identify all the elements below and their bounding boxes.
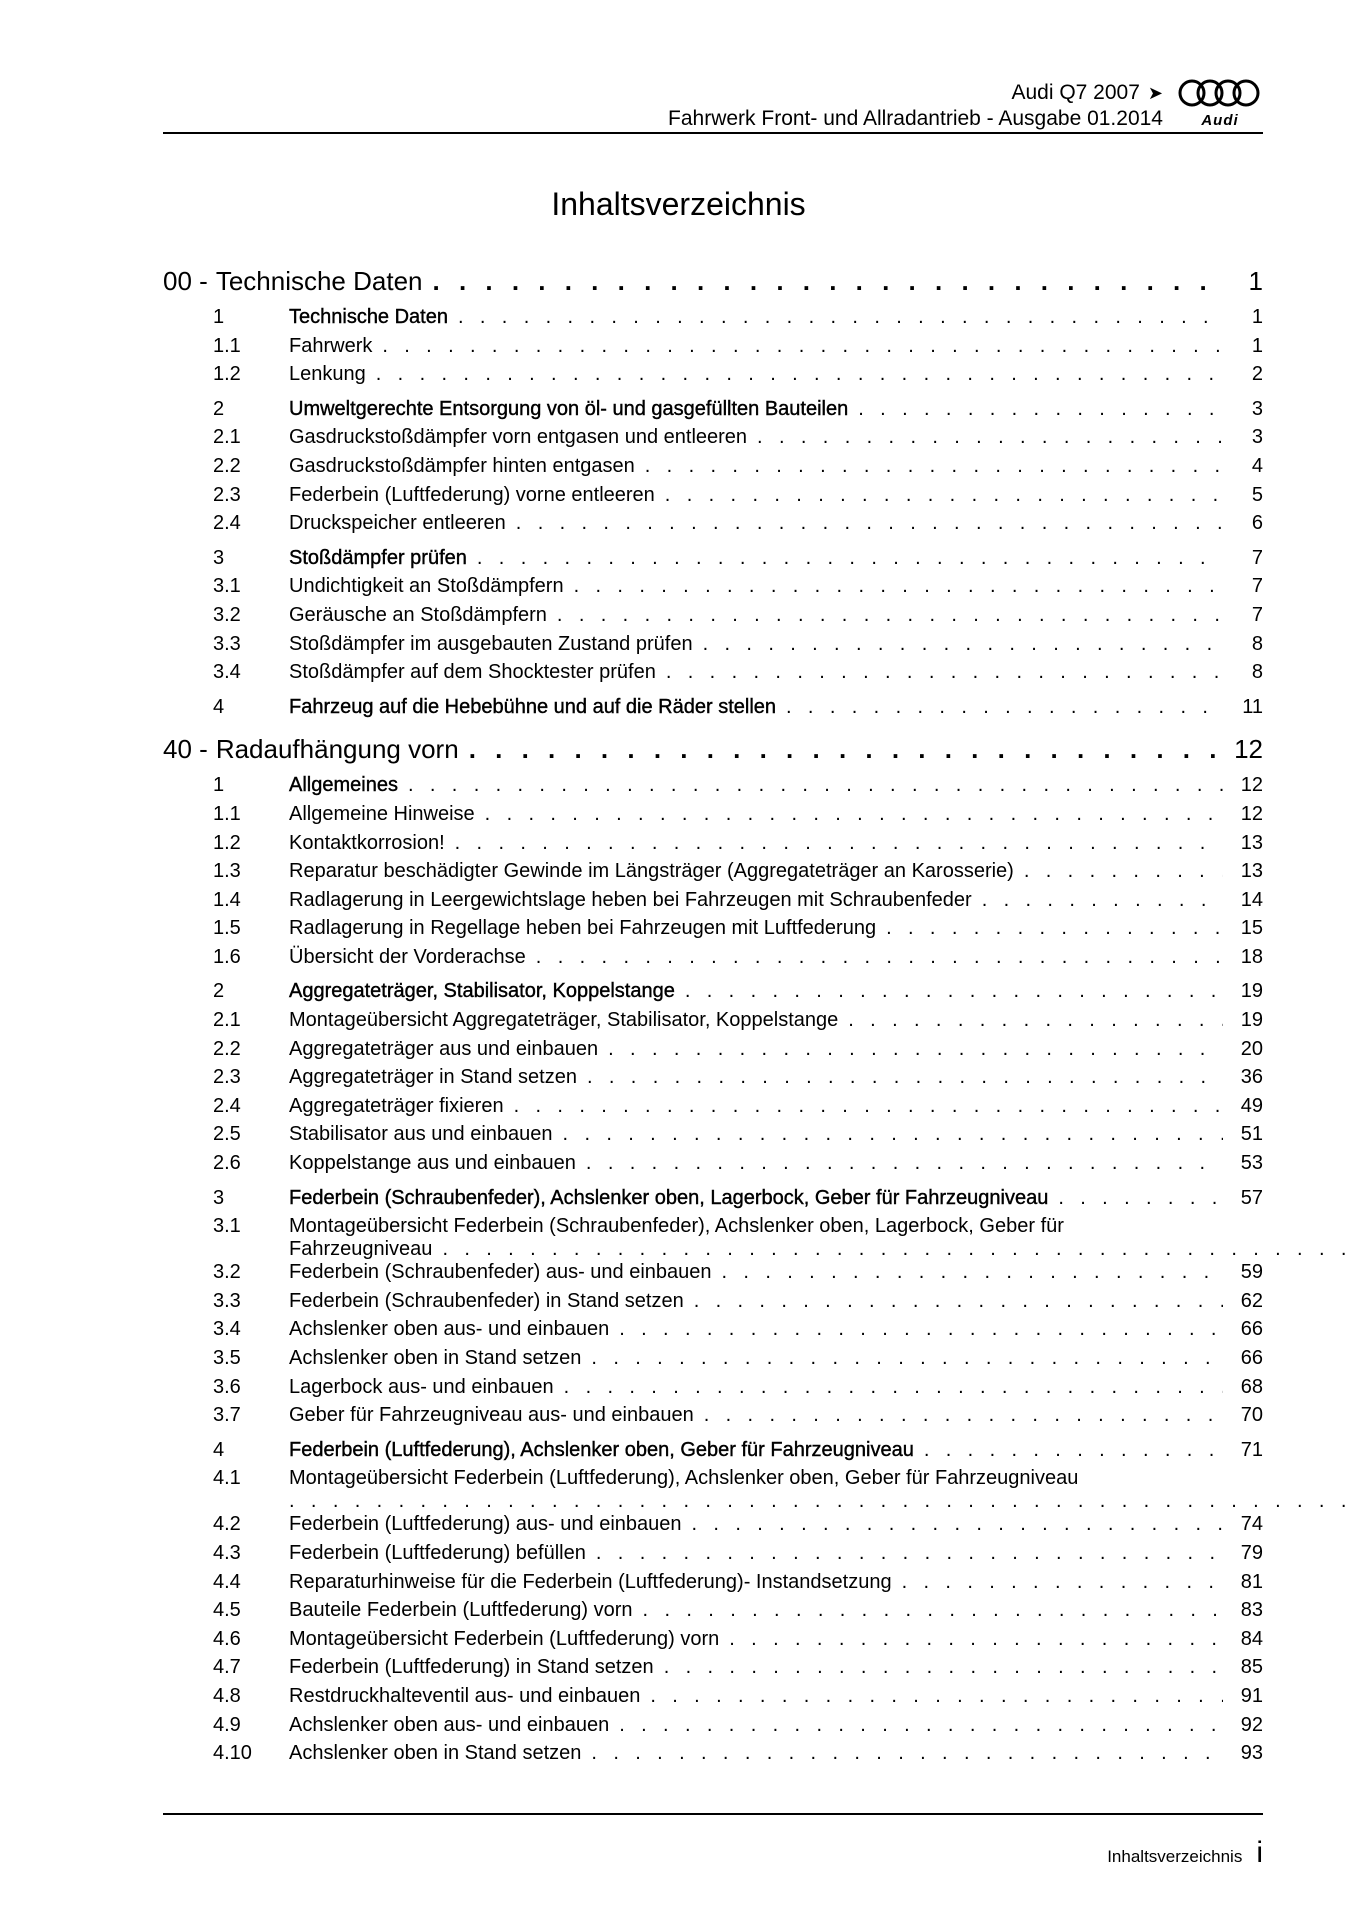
toc-entry-title: Montageübersicht Federbein (Luftfederung), Achslenker oben, Geber für Fahrzeugniveau bbox=[289, 1467, 1079, 1490]
toc-entry-page: 49 bbox=[1240, 1094, 1263, 1117]
toc-entry-number: 3 bbox=[213, 546, 225, 569]
toc-entry-title: Reparatur beschädigter Gewinde im Längsträger (Aggregateträger an Karosserie) bbox=[289, 860, 1014, 883]
toc-entry-number: 1.6 bbox=[213, 945, 241, 968]
toc-entry-number: 3.2 bbox=[213, 603, 241, 626]
toc-entry-page: 68 bbox=[1240, 1375, 1263, 1398]
toc-entry-page: 8 bbox=[1251, 632, 1263, 655]
toc-entry-title: Kontaktkorrosion! bbox=[289, 831, 445, 854]
toc-leader-dots bbox=[643, 1599, 1223, 1622]
toc-subsection[interactable] bbox=[163, 1290, 1263, 1319]
toc-section[interactable] bbox=[163, 1439, 1263, 1468]
toc-leader-dots bbox=[924, 1439, 1223, 1462]
toc-leader-dots bbox=[848, 1009, 1223, 1032]
toc-subsection[interactable] bbox=[163, 604, 1263, 633]
toc-subsection[interactable] bbox=[163, 484, 1263, 513]
toc-leader-dots bbox=[591, 1742, 1223, 1765]
toc-entry-page: 62 bbox=[1240, 1289, 1263, 1312]
toc-leader-dots bbox=[1058, 1187, 1223, 1210]
toc-entry-number: 3.3 bbox=[213, 1289, 241, 1312]
toc-leader-dots bbox=[722, 1261, 1223, 1284]
toc-entry-number: 4.3 bbox=[213, 1541, 241, 1564]
toc-entry-title: Achslenker oben aus- und einbauen bbox=[289, 1318, 610, 1341]
toc-entry-page: 5 bbox=[1251, 483, 1263, 506]
toc-entry-number: 3.4 bbox=[213, 1318, 241, 1341]
footer-divider bbox=[163, 1813, 1263, 1815]
toc-entry-title: Aggregateträger in Stand setzen bbox=[289, 1066, 577, 1089]
toc-entry-body bbox=[289, 1467, 1357, 1513]
toc-entry-page: 66 bbox=[1240, 1347, 1263, 1369]
toc-entry-number: 4.2 bbox=[213, 1513, 241, 1536]
toc-entry-page: 92 bbox=[1240, 1713, 1263, 1736]
toc-entry-number: 4.7 bbox=[213, 1656, 241, 1679]
toc-chapter[interactable] bbox=[163, 266, 1263, 306]
page-footer bbox=[1107, 1836, 1263, 1870]
toc-entry-number: 4.10 bbox=[213, 1742, 252, 1765]
toc-entry-title: Restdruckhalteventil aus- und einbauen bbox=[289, 1684, 641, 1707]
toc-entry-number: 4.4 bbox=[213, 1570, 241, 1593]
toc-leader-dots bbox=[664, 1656, 1223, 1679]
toc-leader-dots bbox=[382, 335, 1223, 358]
toc-entry-page: 13 bbox=[1240, 860, 1263, 883]
toc-subsection[interactable] bbox=[163, 661, 1263, 690]
toc-leader-dots bbox=[650, 1685, 1223, 1708]
toc-leader-dots bbox=[557, 604, 1223, 627]
toc-entry-number: 2.2 bbox=[213, 454, 241, 477]
toc-entry-number: 2 bbox=[213, 980, 225, 1003]
toc-subsection[interactable] bbox=[163, 917, 1263, 946]
toc-entry-title: Stoßdämpfer im ausgebauten Zustand prüfen bbox=[289, 632, 693, 655]
toc-entry-page: 8 bbox=[1251, 661, 1263, 684]
page-title: Inhaltsverzeichnis bbox=[551, 186, 806, 222]
toc-entry-title: Druckspeicher entleeren bbox=[289, 512, 506, 535]
toc-leader-dots bbox=[591, 1347, 1223, 1370]
toc-entry-page: 20 bbox=[1240, 1037, 1263, 1060]
toc-entry-title: Montageübersicht Federbein (Schraubenfeder), Achslenker oben, Lagerbock, Geber für bbox=[289, 1215, 1064, 1238]
toc-entry-title: Koppelstange aus und einbauen bbox=[289, 1152, 576, 1175]
toc-subsection[interactable] bbox=[163, 803, 1263, 832]
toc-section[interactable] bbox=[163, 306, 1263, 335]
toc-section[interactable] bbox=[163, 398, 1263, 427]
toc-entry-page: 79 bbox=[1240, 1541, 1263, 1564]
toc-entry-title: Undichtigkeit an Stoßdämpfern bbox=[289, 575, 564, 598]
toc-entry-page: 7 bbox=[1251, 575, 1263, 598]
toc-leader-dots bbox=[455, 832, 1223, 855]
toc-subsection[interactable] bbox=[163, 1599, 1263, 1628]
toc-entry-number: 2.3 bbox=[213, 483, 241, 506]
toc-entry-number: 3.2 bbox=[213, 1261, 241, 1284]
toc-subsection[interactable] bbox=[163, 512, 1263, 541]
toc-subsection[interactable] bbox=[163, 1318, 1263, 1347]
toc-leader-dots bbox=[587, 1066, 1223, 1089]
toc-entry-number: 1.1 bbox=[213, 334, 241, 357]
toc-leader-dots bbox=[564, 1376, 1223, 1399]
toc-subsection[interactable] bbox=[163, 1066, 1263, 1095]
toc-entry-title: Achslenker oben aus- und einbauen bbox=[289, 1713, 610, 1736]
toc-entry-page: 93 bbox=[1240, 1742, 1263, 1765]
toc-entry-title: Fahrzeug auf die Hebebühne und auf die Räder stellen bbox=[289, 695, 777, 718]
toc-entry-page: 71 bbox=[1240, 1438, 1263, 1461]
toc-entry-number: 1.3 bbox=[213, 860, 241, 883]
toc-subsection[interactable] bbox=[163, 1656, 1263, 1685]
toc-entry-number: 3.7 bbox=[213, 1404, 241, 1427]
toc-leader-dots bbox=[458, 306, 1223, 329]
toc-entry-title: Stoßdämpfer auf dem Shocktester prüfen bbox=[289, 661, 656, 684]
toc-leader-dots bbox=[485, 803, 1223, 826]
toc-leader-dots bbox=[645, 455, 1223, 478]
toc-subsection[interactable] bbox=[163, 455, 1263, 484]
toc-subsection[interactable] bbox=[163, 946, 1263, 975]
toc-subsection[interactable] bbox=[163, 1347, 1263, 1376]
toc-entry-number: 1.1 bbox=[213, 802, 241, 825]
toc-entry-page: 19 bbox=[1240, 980, 1263, 1003]
toc-entry-page: 84 bbox=[1240, 1627, 1263, 1650]
toc-section[interactable] bbox=[163, 980, 1263, 1009]
footer-page-number: i bbox=[1256, 1836, 1263, 1869]
toc-entry-title-cont: Fahrzeugniveau bbox=[289, 1238, 433, 1261]
toc-leader-dots bbox=[574, 575, 1223, 598]
toc-subsection[interactable] bbox=[163, 633, 1263, 662]
toc-leader-dots bbox=[289, 1490, 1357, 1513]
toc-entry-page: 81 bbox=[1240, 1570, 1263, 1593]
toc-entry-number: 4 bbox=[213, 695, 225, 718]
toc-subsection[interactable] bbox=[163, 1685, 1263, 1714]
toc-subsection[interactable] bbox=[163, 1152, 1263, 1181]
toc-leader-dots bbox=[596, 1542, 1223, 1565]
toc-entry-number: 1.2 bbox=[213, 363, 241, 386]
toc-leader-dots bbox=[757, 426, 1223, 449]
header-divider bbox=[163, 132, 1263, 134]
toc-subsection[interactable] bbox=[163, 889, 1263, 918]
toc-entry-number: 4.9 bbox=[213, 1713, 241, 1736]
toc-subsection[interactable] bbox=[163, 1714, 1263, 1743]
toc-entry-title: Federbein (Luftfederung), Achslenker oben, Geber für Fahrzeugniveau bbox=[289, 1438, 914, 1461]
toc-leader-dots bbox=[694, 1290, 1223, 1313]
toc-entry-title: Aggregateträger aus und einbauen bbox=[289, 1037, 599, 1060]
toc-subsection[interactable] bbox=[163, 1513, 1263, 1542]
toc-entry-title: Lagerbock aus- und einbauen bbox=[289, 1375, 554, 1398]
toc-entry-page: 66 bbox=[1240, 1318, 1263, 1341]
toc-entry-body bbox=[289, 1215, 1357, 1261]
toc-section[interactable] bbox=[163, 696, 1263, 725]
toc-subsection[interactable] bbox=[163, 1038, 1263, 1067]
toc-leader-dots bbox=[514, 1095, 1223, 1118]
toc-leader-dots bbox=[608, 1038, 1223, 1061]
toc-entry-number: 2.5 bbox=[213, 1123, 241, 1146]
toc-entry-number: 1 bbox=[213, 774, 225, 797]
toc-leader-dots bbox=[886, 917, 1223, 940]
toc-entry-title: Bauteile Federbein (Luftfederung) vorn bbox=[289, 1599, 633, 1622]
toc-entry-title: Aggregateträger, Stabilisator, Koppelstange bbox=[289, 980, 675, 1003]
toc-leader-dots bbox=[665, 484, 1223, 507]
toc-leader-dots bbox=[703, 633, 1223, 656]
toc-entry-title: Stoßdämpfer prüfen bbox=[289, 546, 467, 569]
toc-entry-title: Federbein (Schraubenfeder), Achslenker oben, Lagerbock, Geber für Fahrzeugniveau bbox=[289, 1186, 1049, 1209]
table-of-contents bbox=[163, 266, 1263, 1771]
toc-entry-title: Achslenker oben in Stand setzen bbox=[289, 1742, 582, 1765]
toc-entry-number: 3.3 bbox=[213, 632, 241, 655]
toc-entry-title: Reparaturhinweise für die Federbein (Luftfederung)- Instandsetzung bbox=[289, 1570, 892, 1593]
footer-label: Inhaltsverzeichnis bbox=[1107, 1847, 1243, 1866]
toc-entry-page: 12 bbox=[1240, 774, 1263, 797]
toc-entry-number: 1 bbox=[213, 306, 225, 328]
toc-entry-page: 2 bbox=[1251, 363, 1263, 386]
toc-entry-number: 2.4 bbox=[213, 512, 241, 535]
toc-entry-continuation bbox=[289, 1238, 1357, 1261]
toc-entry-title: Technische Daten bbox=[215, 266, 423, 296]
toc-entry-number: 4.8 bbox=[213, 1684, 241, 1707]
toc-leader-dots bbox=[586, 1152, 1223, 1175]
header-model: Audi Q7 2007 ➤ bbox=[1011, 81, 1163, 104]
toc-entry-page: 53 bbox=[1240, 1152, 1263, 1175]
toc-leader-dots bbox=[858, 398, 1223, 421]
toc-entry-number: 4 bbox=[213, 1438, 225, 1461]
toc-entry-number: 1.5 bbox=[213, 917, 241, 940]
toc-leader-dots bbox=[666, 661, 1223, 684]
toc-entry-number: 40 - bbox=[163, 734, 208, 765]
toc-entry-number: 2.1 bbox=[213, 426, 241, 449]
toc-entry-title: Gasdruckstoßdämpfer vorn entgasen und entleeren bbox=[289, 426, 748, 449]
toc-entry-page: 91 bbox=[1240, 1684, 1263, 1707]
toc-subsection[interactable] bbox=[163, 1404, 1263, 1433]
toc-entry-title: Technische Daten bbox=[289, 306, 448, 328]
toc-entry-number: 3.4 bbox=[213, 661, 241, 684]
toc-entry-page: 15 bbox=[1240, 917, 1263, 940]
toc-subsection[interactable] bbox=[163, 1376, 1263, 1405]
toc-entry-number: 2.2 bbox=[213, 1037, 241, 1060]
toc-entry-title: Montageübersicht Federbein (Luftfederung) vorn bbox=[289, 1627, 720, 1650]
toc-entry-page: 36 bbox=[1240, 1066, 1263, 1089]
toc-subsection[interactable] bbox=[163, 860, 1263, 889]
toc-leader-dots bbox=[729, 1628, 1223, 1651]
toc-subsection[interactable] bbox=[163, 1215, 1263, 1261]
toc-entry-title: Radlagerung in Regellage heben bei Fahrzeugen mit Luftfederung bbox=[289, 917, 877, 940]
toc-entry-title: Allgemeine Hinweise bbox=[289, 802, 475, 825]
header-text bbox=[668, 80, 1163, 132]
toc-leader-dots bbox=[376, 363, 1223, 386]
toc-subsection[interactable] bbox=[163, 832, 1263, 861]
toc-entry-page: 14 bbox=[1240, 888, 1263, 911]
toc-entry-page: 18 bbox=[1240, 945, 1263, 968]
toc-entry-page: 3 bbox=[1251, 426, 1263, 449]
toc-entry-number: 2 bbox=[213, 397, 225, 420]
toc-entry-page: 83 bbox=[1240, 1599, 1263, 1622]
header-subtitle: Fahrwerk Front- und Allradantrieb - Ausgabe 01.2014 bbox=[668, 107, 1163, 130]
toc-leader-dots bbox=[902, 1571, 1223, 1594]
toc-entry-number: 3.1 bbox=[213, 575, 241, 598]
toc-section[interactable] bbox=[163, 547, 1263, 576]
toc-subsection[interactable] bbox=[163, 1467, 1263, 1513]
toc-leader-dots bbox=[477, 547, 1223, 570]
toc-leader-dots bbox=[563, 1123, 1223, 1146]
toc-subsection[interactable] bbox=[163, 1571, 1263, 1600]
toc-entry-page: 1 bbox=[1251, 334, 1263, 357]
toc-entry-number: 1.2 bbox=[213, 831, 241, 854]
toc-entry-title: Übersicht der Vorderachse bbox=[289, 945, 526, 968]
toc-chapter[interactable] bbox=[163, 734, 1263, 774]
toc-entry-page: 6 bbox=[1251, 512, 1263, 535]
audi-rings-icon bbox=[1177, 78, 1263, 108]
toc-entry-number: 00 - bbox=[163, 266, 208, 296]
toc-leader-dots bbox=[516, 512, 1223, 535]
toc-entry-title: Federbein (Luftfederung) vorne entleeren bbox=[289, 483, 655, 506]
toc-entry-title: Umweltgerechte Entsorgung von öl- und gasgefüllten Bauteilen bbox=[289, 397, 849, 420]
toc-subsection[interactable] bbox=[163, 1009, 1263, 1038]
toc-subsection[interactable] bbox=[163, 1542, 1263, 1571]
toc-entry-title: Federbein (Luftfederung) befüllen bbox=[289, 1541, 586, 1564]
toc-entry-title: Stabilisator aus und einbauen bbox=[289, 1123, 553, 1146]
toc-entry-title: Geräusche an Stoßdämpfern bbox=[289, 603, 547, 626]
toc-entry-title: Geber für Fahrzeugniveau aus- und einbauen bbox=[289, 1404, 694, 1427]
toc-entry-number: 3.1 bbox=[213, 1215, 241, 1238]
toc-entry-title: Federbein (Luftfederung) aus- und einbauen bbox=[289, 1513, 682, 1536]
toc-subsection[interactable] bbox=[163, 575, 1263, 604]
toc-entry-page: 51 bbox=[1240, 1123, 1263, 1146]
toc-entry-title: Fahrwerk bbox=[289, 334, 373, 357]
audi-wordmark: Audi bbox=[1201, 112, 1239, 129]
toc-entry-number: 3.6 bbox=[213, 1375, 241, 1398]
page-header bbox=[163, 72, 1263, 138]
toc-entry-title: Federbein (Schraubenfeder) in Stand setzen bbox=[289, 1289, 684, 1312]
toc-entry-number: 4.1 bbox=[213, 1467, 241, 1490]
toc-subsection[interactable] bbox=[163, 1095, 1263, 1124]
toc-entry-page: 85 bbox=[1240, 1656, 1263, 1679]
toc-entry-title: Allgemeines bbox=[289, 774, 398, 797]
toc-entry-page: 3 bbox=[1251, 397, 1263, 420]
toc-entry-number: 2.1 bbox=[213, 1009, 241, 1032]
toc-leader-dots bbox=[786, 696, 1223, 719]
toc-entry-page: 12 bbox=[1240, 802, 1263, 825]
toc-leader-dots bbox=[536, 946, 1223, 969]
toc-entry-title: Montageübersicht Aggregateträger, Stabilisator, Koppelstange bbox=[289, 1009, 839, 1032]
toc-entry-title: Aggregateträger fixieren bbox=[289, 1094, 504, 1117]
toc-entry-number: 1.4 bbox=[213, 888, 241, 911]
toc-subsection[interactable] bbox=[163, 1742, 1263, 1771]
toc-entry-number: 3.5 bbox=[213, 1347, 241, 1369]
toc-leader-dots bbox=[442, 1238, 1357, 1261]
toc-subsection[interactable] bbox=[163, 1261, 1263, 1290]
toc-entry-title: Federbein (Luftfederung) in Stand setzen bbox=[289, 1656, 654, 1679]
toc-entry-title: Achslenker oben in Stand setzen bbox=[289, 1347, 582, 1369]
toc-entry-page: 11 bbox=[1242, 695, 1263, 718]
toc-leader-dots bbox=[704, 1404, 1223, 1427]
audi-logo bbox=[1177, 78, 1263, 132]
toc-entry-number: 2.6 bbox=[213, 1152, 241, 1175]
toc-subsection[interactable] bbox=[163, 335, 1263, 364]
toc-entry-number: 2.4 bbox=[213, 1094, 241, 1117]
toc-leader-dots bbox=[408, 774, 1223, 797]
toc-entry-title: Federbein (Schraubenfeder) aus- und einbauen bbox=[289, 1261, 712, 1284]
toc-entry-title: Lenkung bbox=[289, 363, 366, 386]
toc-entry-number: 4.5 bbox=[213, 1599, 241, 1622]
toc-entry-title: Gasdruckstoßdämpfer hinten entgasen bbox=[289, 454, 635, 477]
toc-leader-dots bbox=[692, 1513, 1224, 1536]
toc-leader-dots bbox=[1024, 860, 1223, 883]
toc-entry-page: 1 bbox=[1248, 266, 1263, 296]
toc-entry-title: Radlagerung in Leergewichtslage heben bei Fahrzeugen mit Schraubenfeder bbox=[289, 888, 972, 911]
toc-entry-page: 57 bbox=[1240, 1186, 1263, 1209]
toc-section[interactable] bbox=[163, 1187, 1263, 1216]
toc-entry-page: 12 bbox=[1234, 734, 1263, 765]
toc-entry-page: 7 bbox=[1251, 546, 1263, 569]
arrow-icon: ➤ bbox=[1147, 83, 1163, 103]
toc-leader-dots bbox=[619, 1318, 1223, 1341]
toc-subsection[interactable] bbox=[163, 1628, 1263, 1657]
toc-section[interactable] bbox=[163, 774, 1263, 803]
toc-leader-dots bbox=[619, 1714, 1223, 1737]
toc-entry-number: 3 bbox=[213, 1186, 225, 1209]
toc-leader-dots bbox=[433, 266, 1224, 297]
toc-entry-page: 74 bbox=[1240, 1513, 1263, 1536]
toc-entry-page: 19 bbox=[1240, 1009, 1263, 1032]
toc-leader-dots bbox=[469, 734, 1223, 765]
toc-subsection[interactable] bbox=[163, 426, 1263, 455]
toc-entry-number: 2.3 bbox=[213, 1066, 241, 1089]
toc-entry-page: 7 bbox=[1251, 603, 1263, 626]
toc-entry-title: Radaufhängung vorn bbox=[215, 734, 459, 765]
toc-entry-page: 13 bbox=[1240, 831, 1263, 854]
toc-leader-dots bbox=[685, 980, 1223, 1003]
toc-entry-continuation bbox=[289, 1490, 1357, 1513]
toc-entry-number: 4.6 bbox=[213, 1627, 241, 1650]
toc-entry-page: 70 bbox=[1240, 1404, 1263, 1427]
toc-entry-page: 1 bbox=[1251, 306, 1263, 328]
toc-entry-page: 4 bbox=[1251, 454, 1263, 477]
toc-subsection[interactable] bbox=[163, 1123, 1263, 1152]
toc-entry-page: 59 bbox=[1240, 1261, 1263, 1284]
toc-subsection[interactable] bbox=[163, 363, 1263, 392]
toc-leader-dots bbox=[982, 889, 1223, 912]
